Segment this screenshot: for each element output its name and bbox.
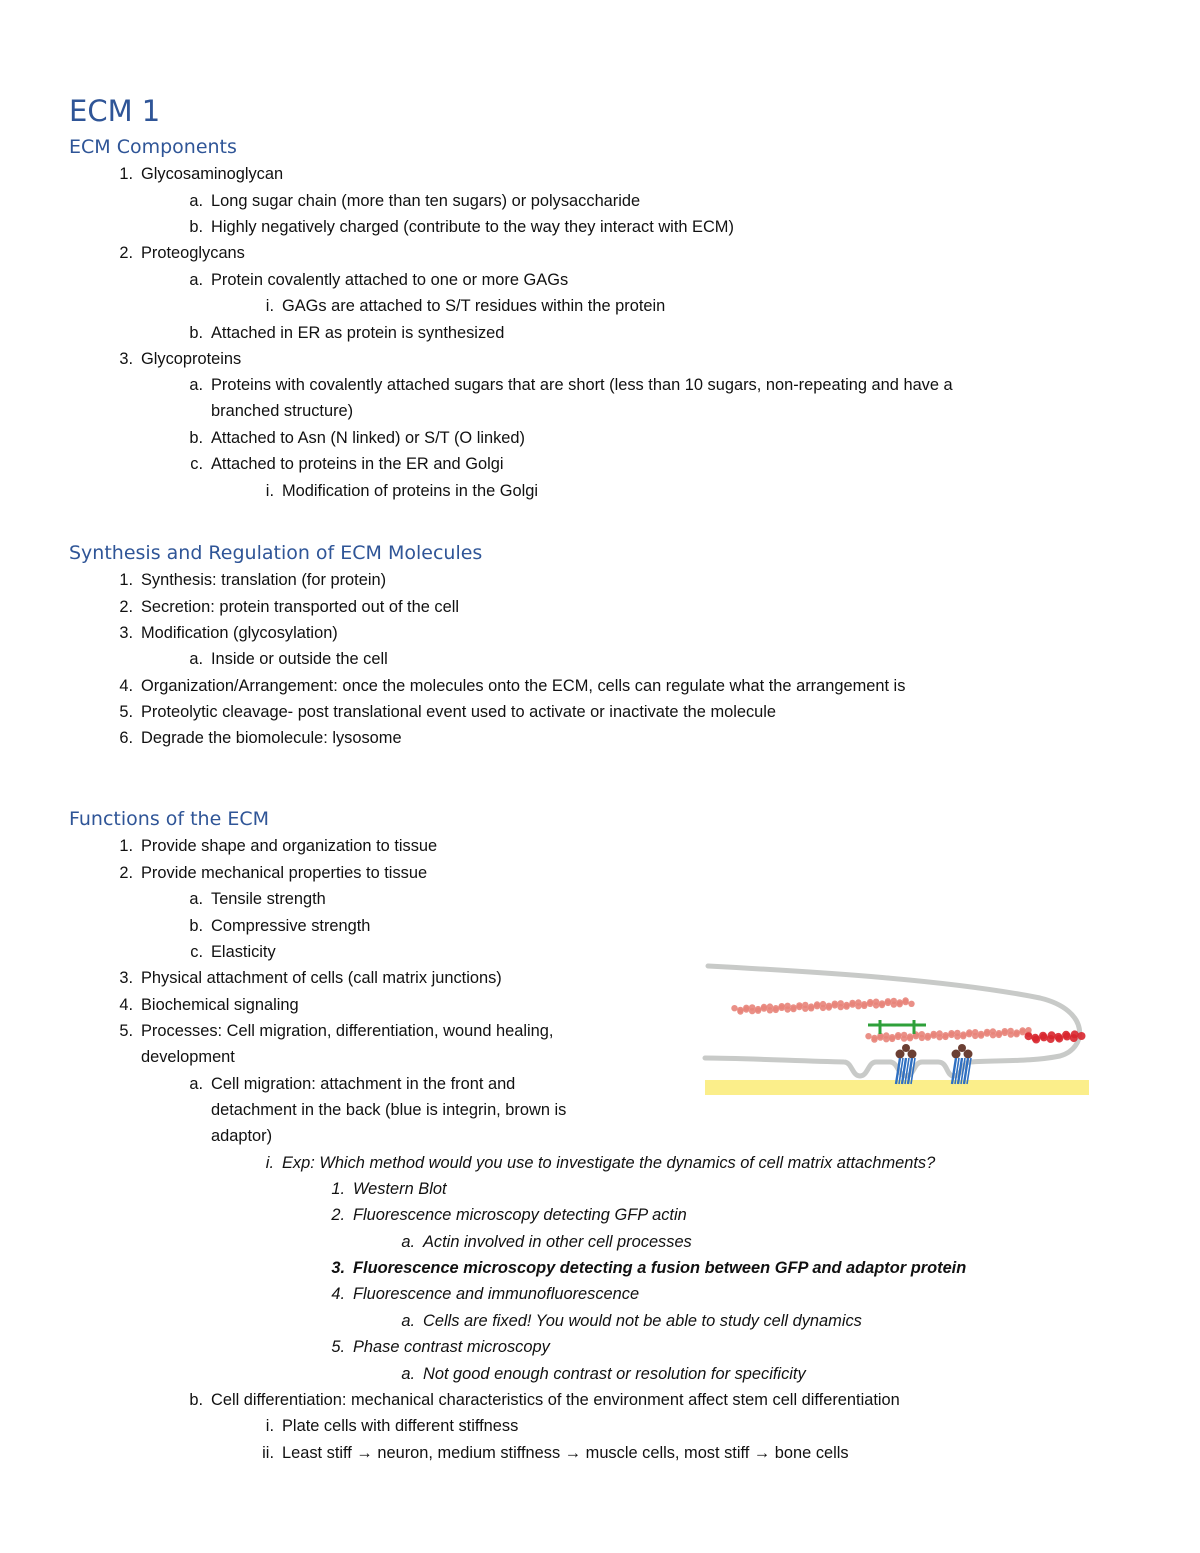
actin-fiber-bead — [897, 1001, 903, 1007]
actin-fiber-bead — [790, 1006, 796, 1012]
actin-front-bead — [1055, 1035, 1063, 1043]
list-marker: a. — [401, 1233, 415, 1251]
actin-fiber-bead — [1002, 1030, 1008, 1036]
actin-fiber-bead — [731, 1005, 737, 1011]
list-item — [119, 833, 438, 859]
list-item — [119, 965, 502, 991]
actin-fiber-bead — [749, 1004, 755, 1010]
adaptor-protein — [958, 1044, 966, 1052]
list-text: Degrade the biomolecule: lysosome — [141, 729, 402, 747]
list-text: Attached to Asn (N linked) or S/T (O linked) — [211, 429, 525, 447]
list-item — [119, 161, 284, 187]
list-text: Organization/Arrangement: once the molecules onto the ECM, cells can regulate what the arrangement is — [141, 677, 906, 695]
list-item-exp-question — [265, 1150, 936, 1176]
list-marker: 4. — [119, 996, 133, 1014]
adaptor-protein — [902, 1044, 910, 1052]
actin-fiber-bead — [867, 1001, 873, 1007]
list-item — [190, 939, 276, 965]
list-text: Provide shape and organization to tissue — [141, 837, 438, 855]
actin-fiber-bead — [871, 1036, 877, 1042]
list-marker: b. — [189, 1391, 203, 1409]
list-item — [401, 1229, 692, 1255]
actin-fiber-bead — [901, 1032, 907, 1038]
list-text: GAGs are attached to S/T residues within the protein — [282, 297, 666, 315]
list-item — [189, 372, 953, 398]
actin-fiber-bead — [990, 1028, 996, 1034]
actin-fiber-bead — [942, 1034, 948, 1040]
actin-fiber-bead — [885, 1000, 891, 1006]
list-text: Biochemical signaling — [141, 996, 299, 1014]
list-text: Plate cells with different stiffness — [282, 1417, 519, 1435]
list-marker: 2. — [331, 1206, 345, 1224]
list-item — [265, 293, 666, 319]
list-marker: 6. — [119, 729, 133, 747]
actin-fiber-bead — [802, 1002, 808, 1008]
list-text: Attached to proteins in the ER and Golgi — [211, 455, 504, 473]
list-marker: ii. — [262, 1444, 274, 1462]
actin-fiber-bead — [984, 1030, 990, 1036]
list-item — [331, 1202, 687, 1228]
list-text: Fluorescence microscopy detecting GFP actin — [353, 1206, 687, 1224]
list-item — [331, 1281, 640, 1307]
list-marker: c. — [190, 455, 203, 473]
actin-fiber-bead — [826, 1004, 832, 1010]
actin-fiber-bead — [972, 1029, 978, 1035]
list-text-continuation: detachment in the back (blue is integrin, brown is — [211, 1101, 567, 1119]
list-item-correct-answer — [331, 1255, 967, 1281]
list-marker: 4. — [331, 1285, 345, 1303]
list-item — [119, 860, 428, 886]
list-text: Glycoproteins — [141, 350, 242, 368]
list-text: Compressive strength — [211, 917, 371, 935]
actin-fiber-bead — [855, 999, 861, 1005]
list-marker: a. — [189, 1075, 203, 1093]
actin-fiber-bead — [814, 1003, 820, 1009]
list-marker: a. — [189, 192, 203, 210]
list-item — [119, 567, 387, 593]
actin-fiber-bead — [832, 1002, 838, 1008]
list-item — [190, 451, 504, 477]
actin-fiber-bead — [879, 1002, 885, 1008]
list-marker: b. — [189, 218, 203, 236]
actin-fiber-bead — [996, 1032, 1002, 1038]
actin-fiber-bead — [978, 1032, 984, 1038]
actin-fiber-bead — [808, 1005, 814, 1011]
list-text: Least stiff → neuron, medium stiffness → muscle cells, most stiff → bone cells — [282, 1444, 849, 1462]
list-item — [119, 992, 299, 1018]
list-marker: 5. — [119, 1022, 133, 1040]
list-marker: a. — [401, 1312, 415, 1330]
list-text: Inside or outside the cell — [211, 650, 388, 668]
actin-fiber-bead — [861, 1003, 867, 1009]
list-marker: i. — [265, 297, 274, 315]
list-item — [119, 673, 906, 699]
list-item — [189, 1387, 900, 1413]
list-item — [119, 594, 459, 620]
list-item — [119, 346, 242, 372]
actin-fiber-bead — [925, 1034, 931, 1040]
actin-fiber-bead — [743, 1006, 749, 1012]
list-text: Fluorescence and immunofluorescence — [353, 1285, 640, 1303]
actin-front-bead — [1032, 1036, 1040, 1044]
list-marker: 1. — [331, 1180, 345, 1198]
cell-membrane — [705, 966, 1080, 1076]
list-marker: b. — [189, 324, 203, 342]
list-marker: 3. — [119, 969, 133, 987]
actin-fiber-bead — [919, 1031, 925, 1037]
list-marker: 1. — [119, 165, 133, 183]
actin-fiber-bead — [784, 1003, 790, 1009]
actin-fiber-bead — [908, 1001, 914, 1007]
actin-fiber-bead — [1008, 1028, 1014, 1034]
list-text: Synthesis: translation (for protein) — [141, 571, 387, 589]
actin-fiber-bead — [948, 1032, 954, 1038]
list-marker: i. — [265, 1154, 274, 1172]
actin-fiber-bead — [902, 999, 908, 1005]
adaptor-protein — [952, 1050, 961, 1059]
list-text: Highly negatively charged (contribute to the way they interact with ECM) — [211, 218, 734, 236]
list-text: Proteins with covalently attached sugars that are short (less than 10 sugars, non-repeating and have a — [211, 376, 953, 394]
actin-fiber-bead — [1013, 1031, 1019, 1037]
list-text: Cell migration: attachment in the front and — [211, 1075, 516, 1093]
list-text: Proteoglycans — [141, 244, 245, 262]
list-marker: a. — [189, 890, 203, 908]
actin-fiber-bead — [779, 1005, 785, 1011]
list-text: Provide mechanical properties to tissue — [141, 864, 428, 882]
section-heading-functions: Functions of the ECM — [69, 808, 269, 830]
list-item — [265, 478, 539, 504]
actin-fiber-bead — [773, 1007, 779, 1013]
adaptor-protein — [908, 1050, 917, 1059]
list-item — [189, 214, 734, 240]
list-marker: 1. — [119, 571, 133, 589]
list-item — [331, 1334, 550, 1360]
list-text: Long sugar chain (more than ten sugars) or polysaccharide — [211, 192, 641, 210]
actin-front-bead — [1025, 1032, 1033, 1040]
list-marker: a. — [189, 376, 203, 394]
list-item — [189, 425, 525, 451]
list-text: Cells are fixed! You would not be able to study cell dynamics — [423, 1312, 862, 1330]
adaptor-protein — [896, 1050, 905, 1059]
list-text: Physical attachment of cells (call matrix junctions) — [141, 969, 502, 987]
cell-migration-illustration — [700, 958, 1092, 1100]
list-item — [401, 1308, 862, 1334]
actin-fiber-bead — [767, 1003, 773, 1009]
section-heading-synthesis: Synthesis and Regulation of ECM Molecules — [69, 542, 483, 564]
list-item — [401, 1361, 806, 1387]
list-marker: 5. — [331, 1338, 345, 1356]
actin-fiber-bead — [891, 998, 897, 1004]
list-item — [119, 699, 777, 725]
actin-fiber-bead — [936, 1030, 942, 1036]
list-text: Processes: Cell migration, differentiation, wound healing, — [141, 1022, 554, 1040]
list-marker: a. — [189, 271, 203, 289]
list-text: Proteolytic cleavage- post translational event used to activate or inactivate the molecule — [141, 703, 777, 721]
list-text: Western Blot — [353, 1180, 447, 1198]
actin-fiber-bead — [889, 1036, 895, 1042]
list-marker: i. — [265, 1417, 274, 1435]
list-item — [189, 646, 388, 672]
actin-fiber-bead — [873, 999, 879, 1005]
list-text: Attached in ER as protein is synthesized — [211, 324, 505, 342]
list-item — [189, 267, 569, 293]
list-marker: b. — [189, 917, 203, 935]
actin-front-bead — [1078, 1032, 1086, 1040]
list-text: Glycosaminoglycan — [141, 165, 284, 183]
list-marker: 2. — [119, 244, 133, 262]
list-text: Elasticity — [211, 943, 276, 961]
list-marker: 3. — [119, 350, 133, 368]
list-item — [189, 913, 371, 939]
list-text-continuation: development — [141, 1048, 235, 1066]
list-item — [119, 240, 245, 266]
actin-fiber-bead — [843, 1003, 849, 1009]
list-marker: c. — [190, 943, 203, 961]
actin-fiber-bead — [838, 1000, 844, 1006]
list-item — [189, 320, 505, 346]
list-marker: i. — [265, 482, 274, 500]
list-marker: a. — [189, 650, 203, 668]
list-marker: 2. — [119, 864, 133, 882]
actin-fiber-bead — [960, 1033, 966, 1039]
actin-fiber-bead — [820, 1001, 826, 1007]
actin-fiber-bead — [895, 1034, 901, 1040]
list-marker: 4. — [119, 677, 133, 695]
actin-fiber-bead — [966, 1031, 972, 1037]
actin-fiber-bead — [865, 1033, 871, 1039]
actin-fiber-bead — [931, 1032, 937, 1038]
actin-fiber-bead — [1019, 1029, 1025, 1035]
list-item — [189, 1071, 516, 1097]
list-item — [119, 620, 338, 646]
list-text: Tensile strength — [211, 890, 326, 908]
actin-front-bead — [1040, 1033, 1048, 1041]
list-item — [331, 1176, 447, 1202]
list-text: Phase contrast microscopy — [353, 1338, 550, 1356]
list-text: Exp: Which method would you use to investigate the dynamics of cell matrix attachments? — [282, 1154, 936, 1172]
list-marker: a. — [401, 1365, 415, 1383]
list-text: Secretion: protein transported out of the cell — [141, 598, 459, 616]
list-marker: b. — [189, 429, 203, 447]
list-marker: 2. — [119, 598, 133, 616]
list-text-continuation: adaptor) — [211, 1127, 273, 1145]
page-title: ECM 1 — [69, 94, 161, 128]
list-text: Modification of proteins in the Golgi — [282, 482, 539, 500]
list-marker: 1. — [119, 837, 133, 855]
actin-front-bead — [1071, 1030, 1079, 1038]
actin-fiber-bead — [883, 1032, 889, 1038]
actin-fiber-bead — [761, 1005, 767, 1011]
list-text: Actin involved in other cell processes — [423, 1233, 692, 1251]
adaptor-protein — [964, 1050, 973, 1059]
list-item — [119, 725, 402, 751]
list-item — [119, 1018, 554, 1044]
section-heading-ecm-components: ECM Components — [69, 136, 237, 158]
list-marker: 3. — [331, 1259, 345, 1277]
actin-fiber-bead — [849, 1001, 855, 1007]
list-item — [189, 188, 641, 214]
actin-fiber-bead — [796, 1004, 802, 1010]
list-text: Cell differentiation: mechanical characteristics of the environment affect stem cell differentiation — [211, 1391, 900, 1409]
list-marker: 5. — [119, 703, 133, 721]
list-marker: 3. — [119, 624, 133, 642]
list-item — [265, 1413, 519, 1439]
actin-front-bead — [1048, 1031, 1056, 1039]
list-text: Protein covalently attached to one or more GAGs — [211, 271, 569, 289]
list-text-continuation: branched structure) — [211, 402, 354, 420]
actin-fiber-bead — [877, 1034, 883, 1040]
list-text: Fluorescence microscopy detecting a fusion between GFP and adaptor protein — [353, 1259, 967, 1277]
actin-fiber-bead — [907, 1035, 913, 1041]
actin-fiber-bead — [954, 1030, 960, 1036]
actin-front-bead — [1063, 1033, 1071, 1041]
actin-fiber-bead — [755, 1008, 761, 1014]
list-item — [189, 886, 326, 912]
list-text: Modification (glycosylation) — [141, 624, 338, 642]
list-item — [262, 1440, 849, 1466]
list-text: Not good enough contrast or resolution for specificity — [423, 1365, 806, 1383]
actin-fiber-bead — [737, 1008, 743, 1014]
